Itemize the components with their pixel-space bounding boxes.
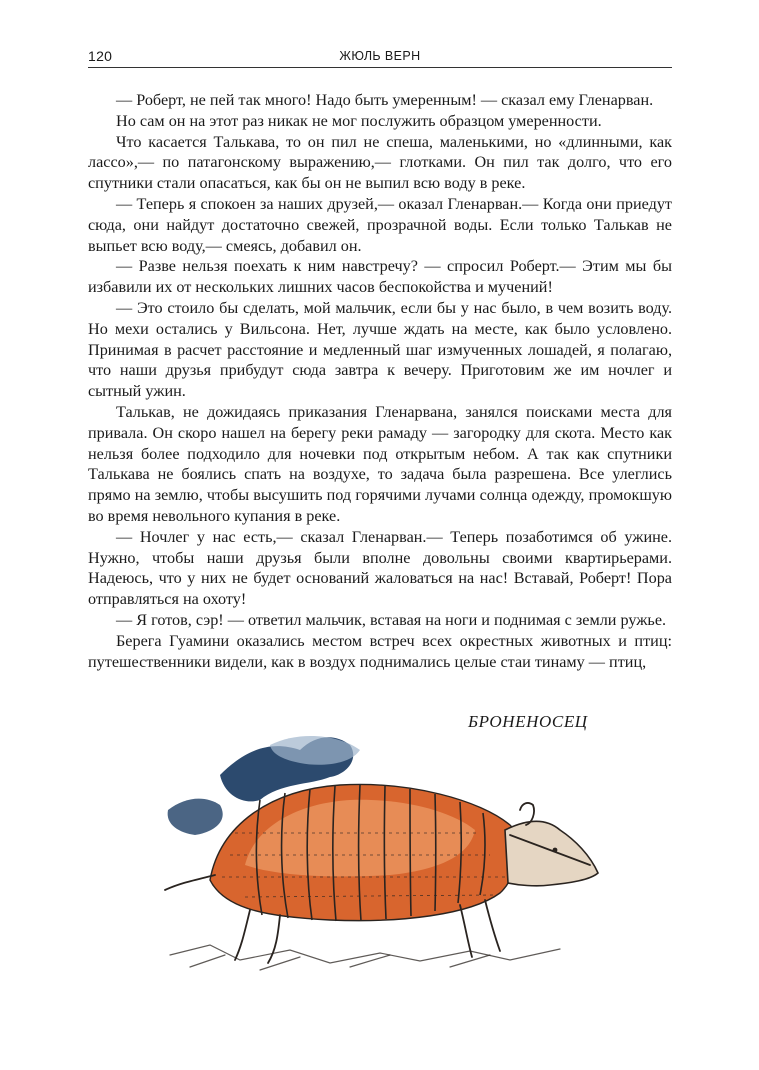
armadillo-head [505, 803, 598, 886]
paragraph: Но сам он на этот раз никак не мог послужить образцом умеренности. [116, 111, 602, 130]
paragraph: — Теперь я спокоен за наших друзей,— оказал Гленарван.— Когда они приедут сюда, они найдут достаточно свежей, прозрачной воды. Если только Талькав не выпьет всю воду,— смеясь, добавил он. [88, 194, 672, 255]
page-number: 120 [88, 48, 113, 64]
paragraph: Берега Гуамини оказались местом встреч всех окрестных животных и птиц: путешественники видели, как в воздух поднимались целые стаи тинаму — птиц, [88, 631, 672, 671]
book-author: ЖЮЛЬ ВЕРН [339, 49, 421, 63]
running-head [88, 47, 672, 68]
paragraph: — Я готов, сэр! — ответил мальчик, вставая на ноги и поднимая с земли ружье. [116, 610, 667, 629]
grass-strokes [170, 945, 560, 970]
paragraph: Что касается Талькава, то он пил не спеша, маленькими, но «длинными, как лассо»,— по патагонскому выражению,— глотками. Он пил так долго, что его спутники стали опасаться, как бы он не выпил всю воду в реке. [88, 132, 672, 193]
paragraph: — Ночлег у нас есть,— сказал Гленарван.— Теперь позаботимся об ужине. Нужно, чтобы наши друзья были вполне довольны своими квартирьерами. Надеюсь, что у них не будет оснований жаловаться на нас! Вставай, Роберт! Пора отправляться на охоту! [88, 527, 672, 609]
armadillo-tail [165, 875, 215, 890]
body-text [88, 90, 672, 672]
armadillo-illustration [150, 705, 610, 975]
illustration-caption: БРОНЕНОСЕЦ [468, 712, 588, 731]
armadillo-body [210, 784, 517, 921]
paragraph: — Разве нельзя поехать к ним навстречу? — спросил Роберт.— Этим мы бы избавили их от нескольких лишних часов беспокойства и мучений! [88, 257, 672, 297]
paragraph: — Это стоило бы сделать, мой мальчик, если бы у нас было, в чем возить воду. Но мехи остались у Вильсона. Нет, лучше ждать на месте, как было условлено. Принимая в расчет расстояние и медленный шаг измученных лошадей, я полагаю, что наши друзья прибудут сюда завтра к вечеру. Приготовим же им ночлег и сытный ужин. [88, 298, 672, 401]
paragraph: — Роберт, не пей так много! Надо быть умеренным! — сказал ему Гленарван. [116, 91, 654, 109]
paragraph: Талькав, не дожидаясь приказания Гленарвана, занялся поисками места для привала. Он скоро нашел на берегу реки рамаду — загородку для скота. Место как нельзя более подходило для ночевки под открытым небом. А так как спутники Талькава не боялись спать на воздухе, то задача была разрешена. Все улеглись прямо на землю, чтобы высушить под горячими лучами солнца одежду, промокшую во время невольного купания в реке. [88, 402, 672, 525]
